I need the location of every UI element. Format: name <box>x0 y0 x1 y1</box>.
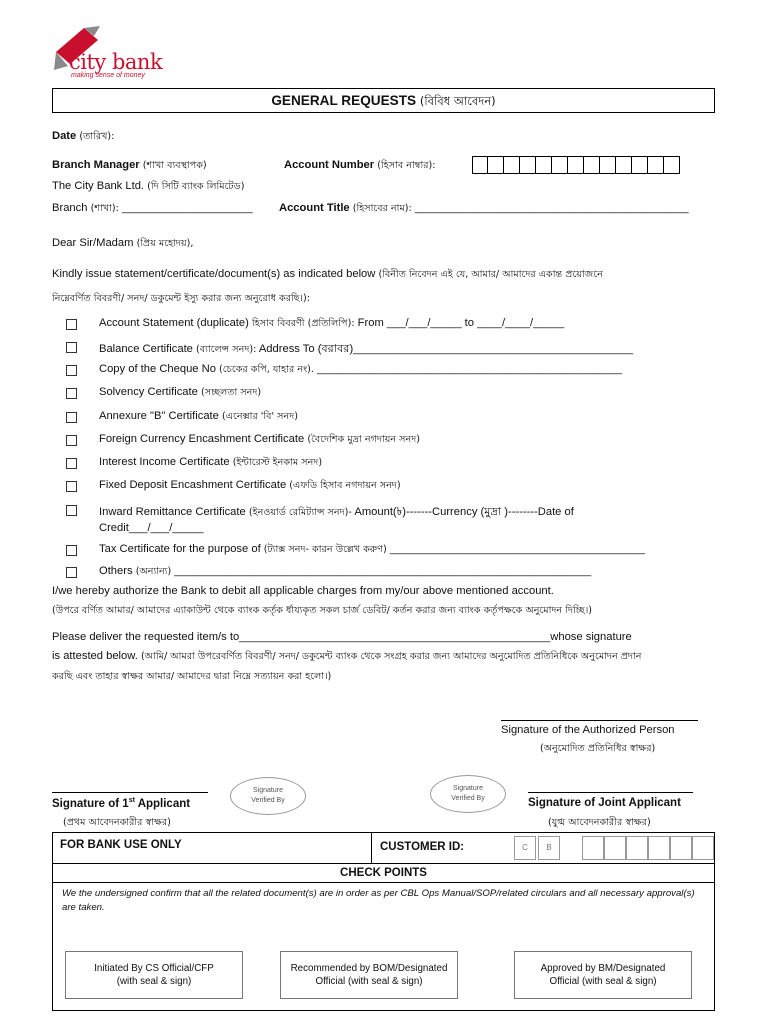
joint-applicant-bn: (যুগ্ম আবেদনকারীর স্বাক্ষর) <box>548 817 651 828</box>
account-title-row[interactable] <box>279 202 689 217</box>
request-checkbox[interactable] <box>66 458 77 469</box>
customer-id-label: CUSTOMER ID: <box>380 841 465 853</box>
request-checkbox[interactable] <box>66 365 77 376</box>
request-checkbox[interactable] <box>66 545 77 556</box>
request-checkbox[interactable] <box>66 319 77 330</box>
request-checkbox[interactable] <box>66 567 77 578</box>
approved-by-line-1: Approved by BM/Designated <box>540 963 666 974</box>
request-item[interactable] <box>99 340 633 359</box>
recommended-by-box[interactable] <box>280 951 458 999</box>
account-number-boxes[interactable] <box>472 156 680 174</box>
request-item-field[interactable]: Address To (বরাবর)_____________________________________________ <box>258 343 634 355</box>
account-number-digit-box[interactable] <box>632 156 648 174</box>
salutation-en: Dear Sir/Madam <box>52 237 134 249</box>
approved-by-line-2: Official (with seal & sign) <box>549 976 657 987</box>
account-title-blank[interactable]: ____________________________________________ <box>414 202 689 214</box>
request-checkbox[interactable] <box>66 481 77 492</box>
form-title <box>52 88 715 113</box>
customer-id-digit-box[interactable] <box>648 836 670 860</box>
authorized-person-bn: (অনুমোদিত প্রতিনিধির স্বাক্ষর) <box>540 743 656 754</box>
deliver-bn-2: (আমি/ আমরা উপরেবর্ণিত বিবরণী/ সনদ/ ডকুমেন্ট ব্যাংক থেকে সংগ্রহ করার জন্য আমাদের অনুমোদিত প্রতিনিধিকে অনুমোদন প্রদান <box>140 651 642 662</box>
instruction-en: Kindly issue statement/certificate/document(s) as indicated below <box>52 268 376 280</box>
request-item-label-bn: (এনেক্সার 'বি' সনদ) <box>221 411 299 422</box>
authorize-en: I/we hereby authorize the Bank to debit all applicable charges from my/our above mentioned account. <box>52 585 554 597</box>
branch-manager-bn: (শাখা ব্যবস্থাপক) <box>142 160 207 171</box>
date-row[interactable] <box>52 130 114 145</box>
request-item-label-bn: (বৈদেশিক মুদ্রা নগদায়ন সনদ) <box>307 434 420 445</box>
bank-name: The City Bank Ltd. <box>52 180 145 192</box>
initiated-by-line-1: Initiated By CS Official/CFP <box>94 963 214 974</box>
request-item-label: Inward Remittance Certificate <box>99 506 246 518</box>
request-checkbox[interactable] <box>66 412 77 423</box>
salutation-bn: (প্রিয় মহোদয়), <box>136 238 194 249</box>
account-number-digit-box[interactable] <box>600 156 616 174</box>
deliver-bn-3: করছি এবং তাহার স্বাক্ষর আমার/ আমাদের দ্বারা নিম্নে সত্যায়ন করা হলো।) <box>52 671 332 682</box>
request-item-field[interactable]: ___________________________________________________________________ <box>174 565 592 577</box>
initiated-by-line-2: (with seal & sign) <box>116 976 192 987</box>
stamp-1-line-2: Verified By <box>251 797 285 804</box>
request-item-label-bn: (চেকের কপি, যাহার নং). <box>219 364 314 375</box>
request-item-field[interactable]: From ___/___/_____ to ____/____/_____ <box>357 317 565 329</box>
check-points-header <box>52 863 715 883</box>
stamp-2-line-1: Signature <box>453 785 483 792</box>
instruction-line-1 <box>52 268 603 283</box>
first-applicant-sup: st <box>128 797 135 804</box>
salutation <box>52 237 193 252</box>
branch-label: Branch <box>52 202 88 214</box>
customer-id-digit-box[interactable] <box>670 836 692 860</box>
request-item-label: Fixed Deposit Encashment Certificate <box>99 479 287 491</box>
bank-name-row <box>52 180 244 195</box>
confirmation-text: We the undersigned confirm that all the related document(s) are in order as per CBL Ops Manual/SOP/related circulars and all necessary approval(s) are taken. <box>62 888 695 913</box>
bank-name-bn: (দি সিটি ব্যাংক লিমিটেড) <box>147 181 245 192</box>
check-points-label: CHECK POINTS <box>340 867 427 879</box>
bank-use-label: FOR BANK USE ONLY <box>60 839 182 851</box>
stamp-1-line-1: Signature <box>253 787 283 794</box>
request-item[interactable] <box>99 456 322 471</box>
request-item[interactable] <box>99 363 622 378</box>
customer-id-prefix-b: B <box>538 836 560 860</box>
account-number-digit-box[interactable] <box>616 156 632 174</box>
branch-manager-row <box>52 159 207 174</box>
request-item-label: Balance Certificate <box>99 343 193 355</box>
request-item-label-bn: (ইন্টারেস্ট ইনকাম সনদ) <box>232 457 323 468</box>
customer-id-prefix-c: C <box>514 836 536 860</box>
instruction-bn-1: (বিনীত নিবেদন এই যে, আমার/ আমাদের একান্ত প্রয়োজনে <box>378 269 603 280</box>
request-checkbox[interactable] <box>66 505 77 516</box>
request-item-label: Tax Certificate for the purpose of <box>99 543 261 555</box>
approved-by-box[interactable] <box>514 951 692 999</box>
account-number-digit-box[interactable] <box>504 156 520 174</box>
first-applicant-signature-line[interactable] <box>52 792 208 793</box>
authorized-person-label: Signature of the Authorized Person <box>501 724 675 736</box>
branch-row[interactable] <box>52 202 253 217</box>
branch-blank[interactable]: _____________________ <box>121 202 253 214</box>
account-number-digit-box[interactable] <box>472 156 488 174</box>
logo-tagline: making sense of money <box>71 72 145 79</box>
request-item-label: Annexure "B" Certificate <box>99 410 219 422</box>
recommended-by-line-2: Official (with seal & sign) <box>315 976 423 987</box>
customer-id-digit-box[interactable] <box>626 836 648 860</box>
request-item-label-bn: (এফডি হিসাব নগদায়ন সনদ) <box>289 480 401 491</box>
request-item-label: Account Statement (duplicate) <box>99 317 249 329</box>
request-item[interactable] <box>99 543 645 558</box>
request-item[interactable] <box>99 503 574 522</box>
first-applicant-bn: (প্রথম আবেদনকারীর স্বাক্ষর) <box>63 817 171 828</box>
request-checkbox[interactable] <box>66 342 77 353</box>
request-item-field[interactable]: _________________________________________________ <box>317 363 622 375</box>
account-number-digit-box[interactable] <box>552 156 568 174</box>
request-item-label: Interest Income Certificate <box>99 456 230 468</box>
request-item-label-bn: হিসাব বিবরণী (প্রতিলিপি): <box>251 318 355 329</box>
request-item[interactable] <box>99 317 564 332</box>
recommended-by-line-1: Recommended by BOM/Designated <box>290 963 448 974</box>
request-item[interactable] <box>99 433 420 448</box>
request-item-label-bn: (সচ্ছলতা সনদ) <box>200 387 262 398</box>
account-number-digit-box[interactable] <box>536 156 552 174</box>
deliver-line-1[interactable]: Please deliver the requested item/s to__________________________________________________whose signature <box>52 631 632 643</box>
request-checkbox[interactable] <box>66 435 77 446</box>
request-checkbox[interactable] <box>66 388 77 399</box>
account-number-bn: (হিসাব নাম্বার): <box>377 160 436 171</box>
request-item-label-bn: (ট্যাক্স সনদ- কারন উল্লেখ করুণ) <box>263 544 387 555</box>
logo-name: city bank <box>69 50 163 74</box>
account-number-digit-box[interactable] <box>664 156 680 174</box>
request-item-label: Copy of the Cheque No <box>99 363 216 375</box>
joint-applicant-signature-line[interactable] <box>528 792 693 793</box>
request-item-field-line-2[interactable]: Credit___/___/_____ <box>99 522 204 534</box>
initiated-by-box[interactable] <box>65 951 243 999</box>
account-number-digit-box[interactable] <box>584 156 600 174</box>
request-item-label: Foreign Currency Encashment Certificate <box>99 433 305 445</box>
signature-verified-stamp-1[interactable] <box>230 777 306 815</box>
request-item[interactable] <box>99 410 298 425</box>
date-label-bn: (তারিখ): <box>79 131 115 142</box>
request-item[interactable] <box>99 479 401 494</box>
customer-id-digit-box[interactable] <box>582 836 604 860</box>
request-item-label-bn: (অন্যান্য) <box>135 566 172 577</box>
instruction-bn-2: নিম্নেবর্ণিত বিবরণী/ সনদ/ ডকুমেন্ট ইস্যু করার জন্য অনুরোধ করছি।): <box>52 293 310 304</box>
authorize-bn: (উপরে বর্ণিত আমার/ আমাদের এ্যাকাউন্ট থেকে ব্যাংক কর্তৃক র্ধায্যকৃত সকল চার্জ ডেবিট/ কর্তন করার জন্য ব্যাংক কর্তৃপক্ষকে অনুমোদন দিচ্ছি।) <box>52 605 592 616</box>
account-number-label: Account Number <box>284 159 375 171</box>
bank-use-label-cell <box>52 832 372 864</box>
account-title-label: Account Title <box>279 202 350 214</box>
account-number-digit-box[interactable] <box>568 156 584 174</box>
branch-label-bn: (শাখা): <box>90 203 119 214</box>
account-number-digit-box[interactable] <box>648 156 664 174</box>
request-item-field[interactable]: Amount(৳)-------Currency (মুদ্রা )--------Date of <box>354 506 574 518</box>
account-number-label-row <box>284 159 435 174</box>
account-number-digit-box[interactable] <box>520 156 536 174</box>
request-item-label: Others <box>99 565 133 577</box>
request-item-field[interactable]: _________________________________________ <box>389 543 645 555</box>
branch-manager-label: Branch Manager <box>52 159 140 171</box>
account-title-bn: (হিসাবের নাম): <box>352 203 412 214</box>
request-item[interactable] <box>99 565 591 580</box>
request-item[interactable] <box>99 386 261 401</box>
request-item-label-bn: (ইনওয়ার্ড রেমিট্যান্স সনদ)- <box>248 507 352 518</box>
first-applicant-label-text: Signature of 1 <box>52 797 129 810</box>
stamp-2-line-2: Verified By <box>451 795 485 802</box>
joint-applicant-label: Signature of Joint Applicant <box>528 797 681 809</box>
form-title-bn: (বিবিধ আবেদন) <box>419 94 496 108</box>
date-label: Date <box>52 130 77 142</box>
request-item-label-bn: (ব্যালেন্স সনদ): <box>196 344 257 355</box>
customer-id-digit-box[interactable] <box>604 836 626 860</box>
account-number-digit-box[interactable] <box>488 156 504 174</box>
authorized-signature-line[interactable] <box>501 720 698 721</box>
first-applicant-label <box>52 797 190 810</box>
first-applicant-label-tail: Applicant <box>134 797 191 810</box>
request-item-label: Solvency Certificate <box>99 386 198 398</box>
customer-id-digit-box[interactable] <box>692 836 714 860</box>
deliver-line-2 <box>52 650 641 665</box>
deliver-en-2: is attested below. <box>52 650 138 662</box>
signature-verified-stamp-2[interactable] <box>430 775 506 813</box>
form-title-en: GENERAL REQUESTS <box>271 93 417 108</box>
